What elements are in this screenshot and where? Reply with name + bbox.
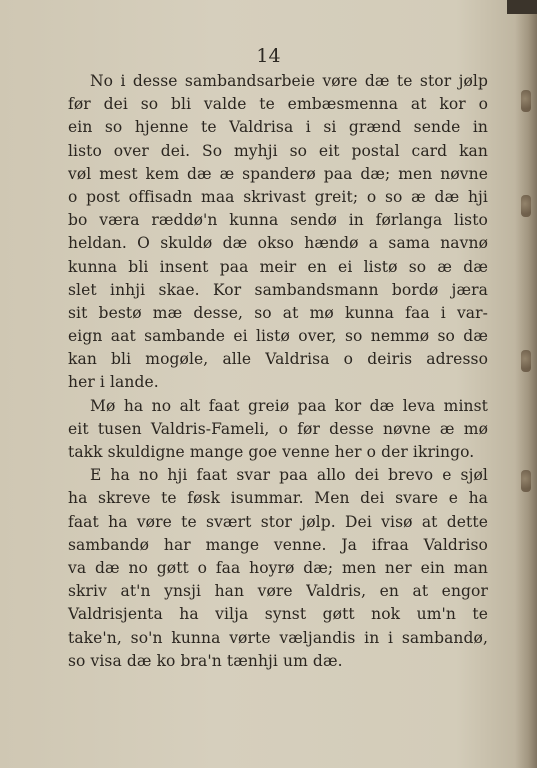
text-line: skriv at'n ynsji han vøre Valdris, en at engor	[68, 582, 488, 601]
text-line: eign aat sambande ei listø over, so nemmø so dæ	[68, 327, 488, 346]
text-line: take'n, so'n kunna vørte væljandis in i sambandø,	[68, 628, 488, 647]
text-line: o post offisadn maa skrivast greit; o so æ dæ hji	[68, 187, 488, 206]
text-line: eit tusen Valdris-Fameli, o før desse nøvne æ mø	[68, 419, 488, 438]
text-line: sit bestø mæ desse, so at mø kunna faa i var-	[68, 303, 488, 322]
text-line: her i lande.	[68, 373, 159, 392]
text-line: Mø ha no alt faat greiø paa kor dæ leva minst	[90, 396, 488, 415]
page-corner	[507, 0, 537, 14]
text-line: E ha no hji faat svar paa allo dei brevo e sjøl	[90, 466, 488, 485]
paragraph	[68, 70, 488, 395]
paragraph	[68, 464, 488, 673]
body-text	[68, 70, 488, 673]
text-line: takk skuldigne mange goe venne her o der ikringo.	[68, 443, 475, 461]
text-line: slet inhji skae. Kor sambandsmann bordø jæra	[68, 280, 488, 299]
text-line: faat ha vøre te svært stor jølp. Dei visø at dette	[68, 512, 488, 531]
binding-mark	[521, 350, 531, 372]
text-line: listo over dei. So myhji so eit postal card kan	[68, 141, 488, 160]
text-line: kan bli mogøle, alle Valdrisa o deiris adresso	[68, 350, 488, 369]
text-line: sambandø har mange venne. Ja ifraa Valdriso	[68, 535, 488, 554]
text-line: vøl mest kem dæ æ spanderø paa dæ; men nøvne	[68, 164, 488, 183]
page-edge-shadow	[515, 0, 537, 768]
page-number: 14	[256, 45, 281, 67]
text-line: kunna bli insent paa meir en ei listø so æ dæ	[68, 257, 488, 276]
binding-mark	[521, 195, 531, 217]
text-line: No i desse sambandsarbeie vøre dæ te stor jølp	[90, 72, 488, 90]
text-line: heldan. O skuldø dæ okso hændø a sama navnø	[68, 234, 488, 253]
paragraph	[68, 395, 488, 465]
text-line: bo væra ræddø'n kunna sendø in førlanga listo	[68, 211, 488, 230]
text-line: so visa dæ ko bra'n tænhji um dæ.	[68, 651, 343, 670]
text-line: va dæ no gøtt o faa hoyrø dæ; men ner ein man	[68, 558, 488, 577]
text-line: ein so hjenne te Valdrisa i si grænd sende in	[68, 118, 488, 137]
binding-mark	[521, 90, 531, 112]
binding-mark	[521, 470, 531, 492]
text-line: ha skreve te føsk isummar. Men dei svare e ha	[68, 489, 488, 508]
text-line: før dei so bli valde te embæsmenna at kor o	[68, 95, 488, 114]
text-line: Valdrisjenta ha vilja synst gøtt nok um'n te	[68, 605, 488, 624]
